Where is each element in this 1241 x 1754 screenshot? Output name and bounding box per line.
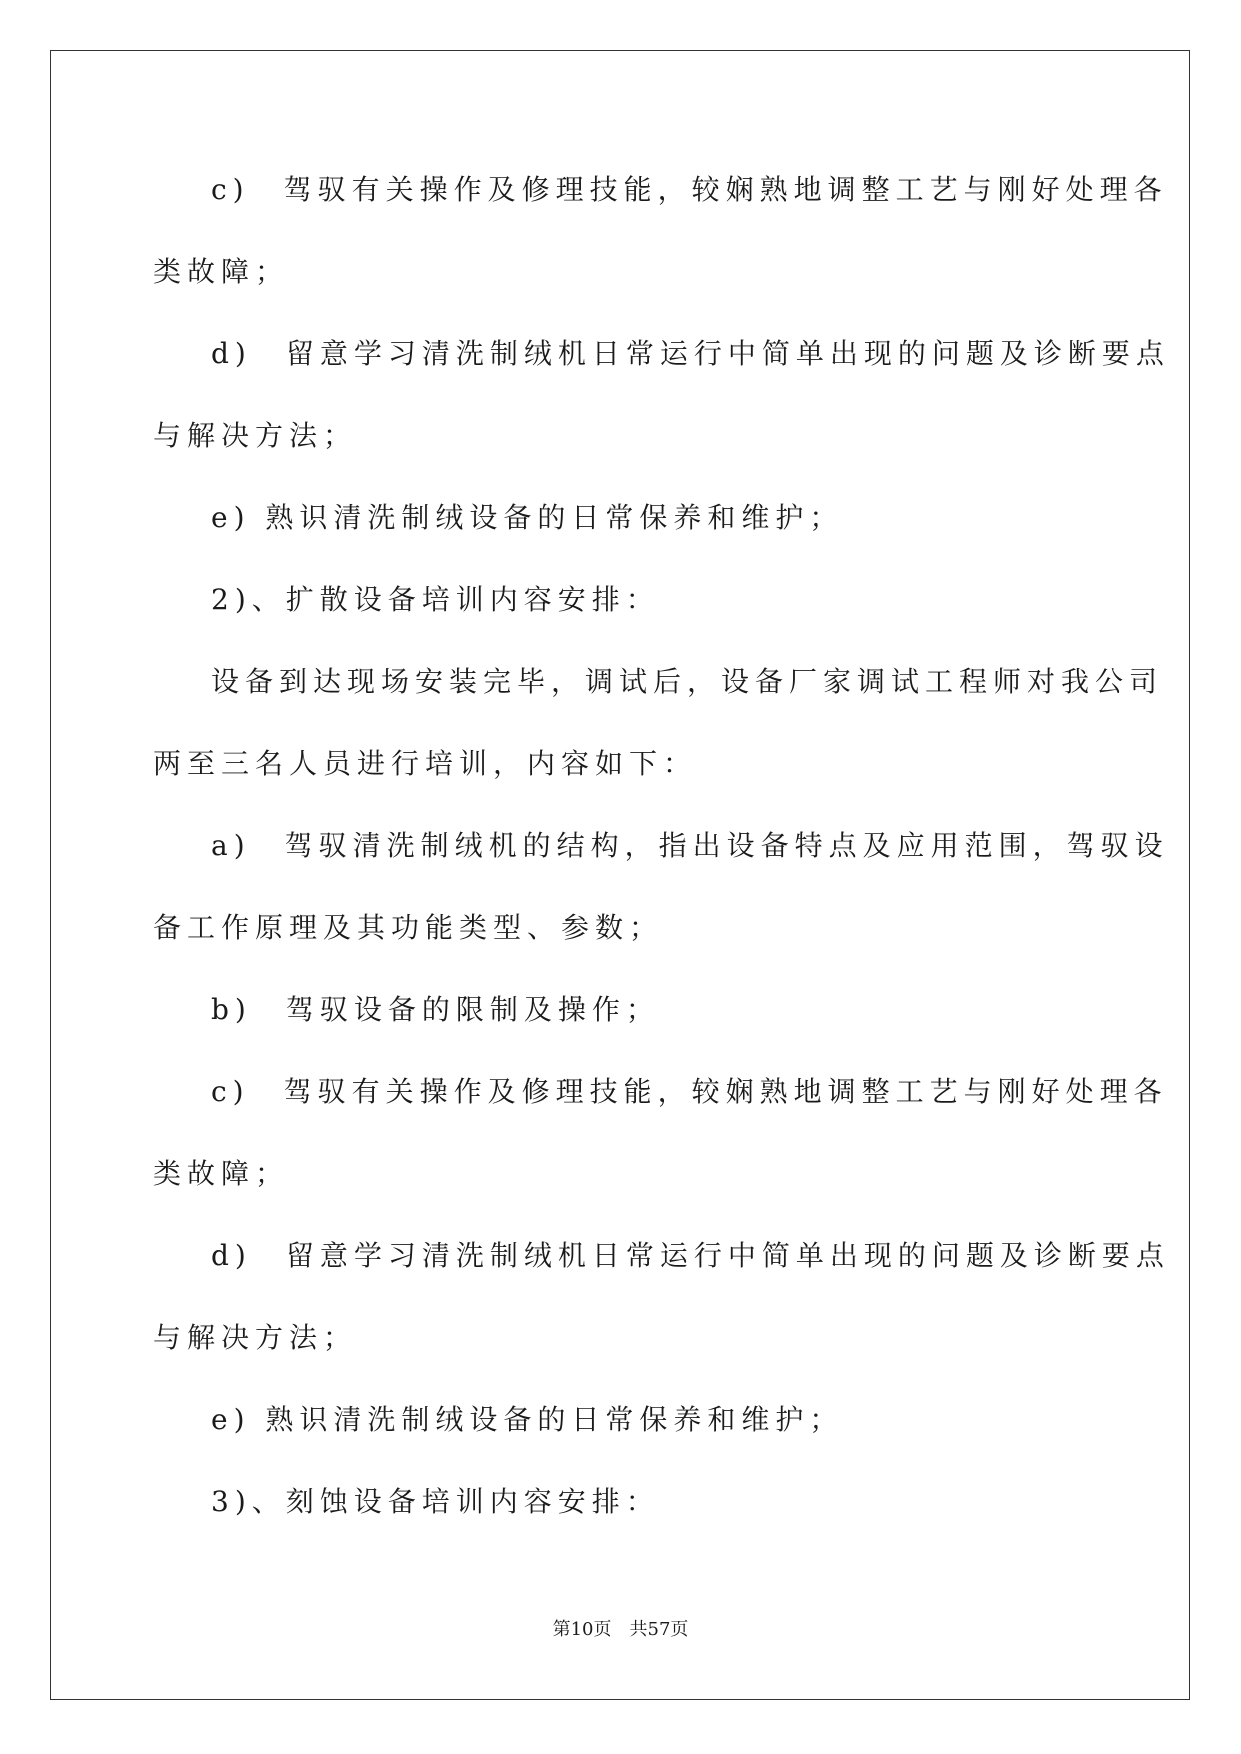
paragraph-line: 与解决方法； — [153, 1321, 358, 1354]
paragraph-line: c) 驾驭有关操作及修理技能，较娴熟地调整工艺与刚好处理各 — [211, 1075, 1168, 1108]
paragraph-line: d) 留意学习清洗制绒机日常运行中简单出现的问题及诊断要点 — [211, 1239, 1170, 1272]
paragraph-line: 类故障； — [153, 255, 290, 288]
paragraph-line: 设备到达现场安装完毕，调试后，设备厂家调试工程师对我公司 — [211, 665, 1164, 698]
section-heading: 3)、刻蚀设备培训内容安排： — [211, 1485, 660, 1518]
section-heading: 2)、扩散设备培训内容安排： — [211, 583, 660, 616]
paragraph-line: c) 驾驭有关操作及修理技能，较娴熟地调整工艺与刚好处理各 — [211, 173, 1168, 206]
page-number-footer: 第10页 共57页 — [552, 1619, 689, 1640]
paragraph-line: 与解决方法； — [153, 419, 358, 452]
paragraph-line: e) 熟识清洗制绒设备的日常保养和维护； — [211, 501, 844, 534]
paragraph-line: a) 驾驭清洗制绒机的结构，指出设备特点及应用范围，驾驭设 — [211, 829, 1169, 862]
paragraph-line: 类故障； — [153, 1157, 290, 1190]
paragraph-line: e) 熟识清洗制绒设备的日常保养和维护； — [211, 1403, 844, 1436]
paragraph-line: 备工作原理及其功能类型、参数； — [153, 911, 664, 944]
paragraph-line: b) 驾驭设备的限制及操作； — [211, 993, 660, 1026]
paragraph-line: 两至三名人员进行培训，内容如下： — [153, 747, 698, 780]
page-border — [50, 50, 1190, 1700]
paragraph-line: d) 留意学习清洗制绒机日常运行中简单出现的问题及诊断要点 — [211, 337, 1170, 370]
